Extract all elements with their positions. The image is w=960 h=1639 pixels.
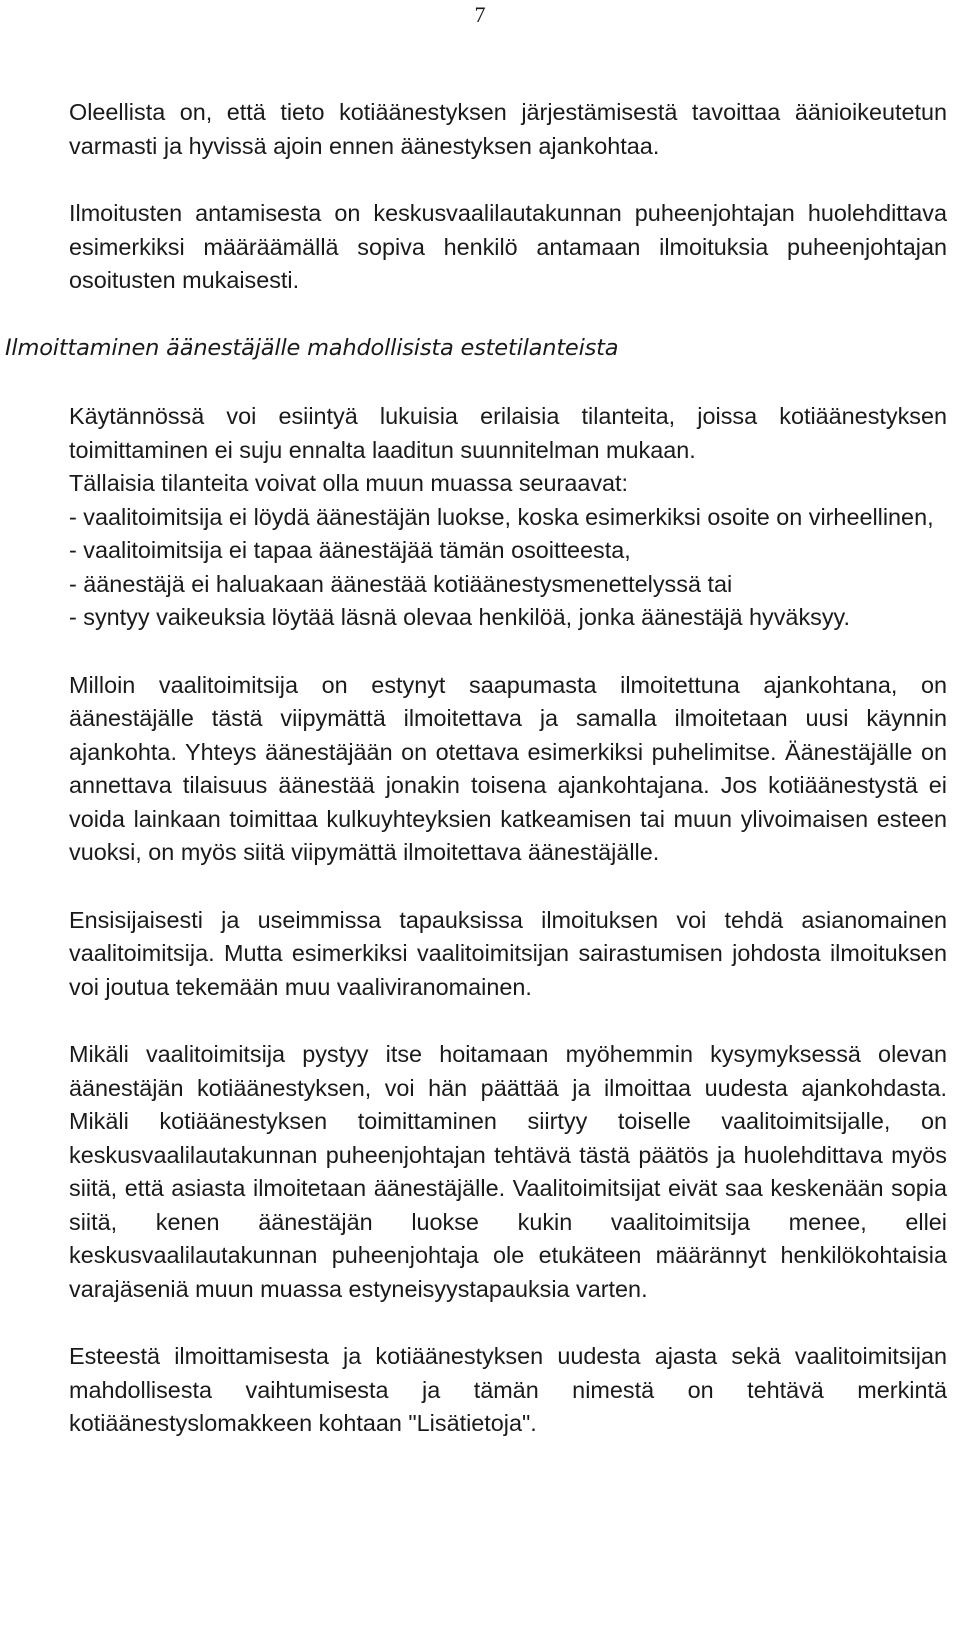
section-paragraph-3: Milloin vaalitoimitsija on estynyt saapumasta ilmoitettuna ajankohtana, on äänestäjälle tästä viipymättä ilmoitettava ja samalla ilmoitetaan uusi käynnin ajankohta. Yhteys äänestäjään on otettava esimerkiksi puhelimitse. Äänestäjälle on annettava tilaisuus äänestää jonakin toisena ajankohtajana. Jos kotiäänestystä ei voida lainkaan toimittaa kulkuyhteyksien katkeamisen tai muun ylivoimaisen esteen vuoksi, on myös siitä viipymättä ilmoitettava äänestäjälle. xyxy=(69,671,947,865)
page-number: 7 xyxy=(474,2,486,27)
list-item: - äänestäjä ei haluakaan äänestää kotiäänestysmenettelyssä tai xyxy=(69,570,733,597)
intro-paragraph-1: Oleellista on, että tieto kotiäänestyksen järjestämisestä tavoittaa äänioikeutetun varmasti ja hyvissä ajoin ennen äänestyksen ajankohtaa. xyxy=(69,99,947,159)
paragraph-gap xyxy=(69,870,947,904)
section-paragraph-1: Käytännössä voi esiintyä lukuisia erilaisia tilanteita, joissa kotiäänestyksen toimittaminen ei suju ennalta laaditun suunnitelman mukaan. xyxy=(69,403,947,463)
intro-section xyxy=(69,96,947,298)
intro-paragraph-2: Ilmoitusten antamisesta on keskusvaalilautakunnan puheenjohtajan huolehdittava esimerkiksi määräämällä sopiva henkilö antamaan ilmoituksia puheenjohtajan osoitusten mukaisesti. xyxy=(69,200,947,294)
section-paragraph-4: Ensisijaisesti ja useimmissa tapauksissa ilmoituksen voi tehdä asianomainen vaalitoimitsija. Mutta esimerkiksi vaalitoimitsijan sairastumisen johdosta ilmoituksen voi joutua tekemään muu vaaliviranomainen. xyxy=(69,906,947,1000)
section-heading: Ilmoittaminen äänestäjälle mahdollisista estetilanteista xyxy=(5,335,619,361)
situations-list xyxy=(69,501,947,635)
paragraph-gap xyxy=(69,635,947,669)
section-paragraph-6: Esteestä ilmoittamisesta ja kotiäänestyksen uudesta ajasta sekä vaalitoimitsijan mahdollisesta vaihtumisesta ja tämän nimestä on tehtävä merkintä kotiäänestyslomakkeen kohtaan "Lisätietoja". xyxy=(69,1343,947,1436)
list-item: - vaalitoimitsija ei löydä äänestäjän luokse, koska esimerkiksi osoite on virheellinen, xyxy=(69,503,934,530)
section-body xyxy=(69,400,947,1441)
paragraph-gap xyxy=(69,1306,947,1340)
section-paragraph-2: Tällaisia tilanteita voivat olla muun muassa seuraavat: xyxy=(69,470,629,496)
list-item: - vaalitoimitsija ei tapaa äänestäjää tämän osoitteesta, xyxy=(69,537,631,563)
list-item: - syntyy vaikeuksia löytää läsnä olevaa henkilöä, jonka äänestäjä hyväksyy. xyxy=(69,604,850,630)
paragraph-gap xyxy=(69,1004,947,1038)
section-paragraph-5: Mikäli vaalitoimitsija pystyy itse hoitamaan myöhemmin kysymyksessä olevan äänestäjän kotiäänestyksen, voi hän päättää ja ilmoittaa uudesta ajankohdasta. Mikäli kotiäänestyksen toimittaminen siirtyy toiselle vaalitoimitsijalle, on keskusvaalilautakunnan puheenjohtajan tehtävä tästä päätös ja huolehdittava myös siitä, että asiasta ilmoitetaan äänestäjälle. Vaalitoimitsijat eivät saa keskenään sopia siitä, kenen äänestäjän luokse kukin vaalitoimitsija menee, ellei keskusvaalilautakunnan puheenjohtaja ole etukäteen määrännyt henkilökohtaisia varajäseniä muun muassa estyneisyystapauksia varten. xyxy=(69,1041,947,1302)
